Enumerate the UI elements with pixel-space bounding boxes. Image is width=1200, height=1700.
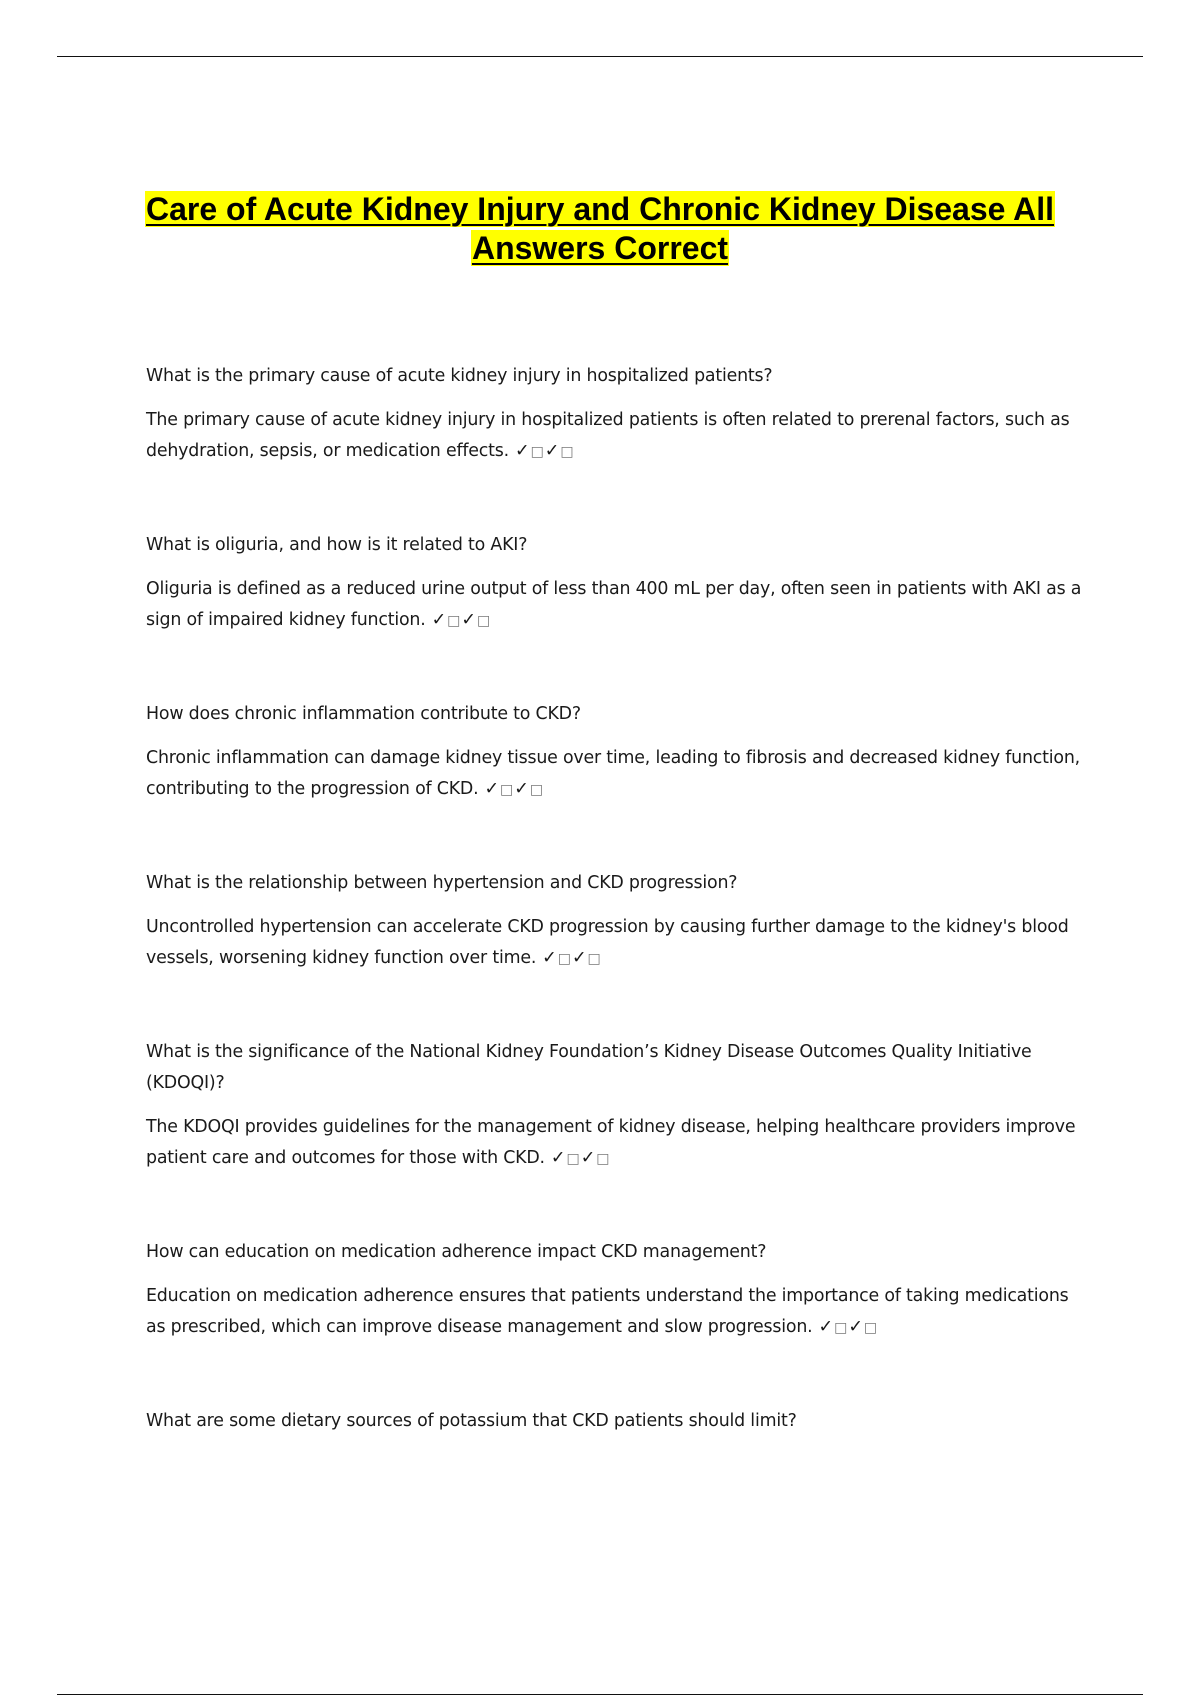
document-title [57, 190, 1143, 268]
answer-paragraph [146, 912, 1086, 975]
top-rule [57, 56, 1143, 57]
answer-paragraph [146, 1281, 1086, 1344]
answer-text: Oliguria is defined as a reduced urine output of less than 400 mL per day, often seen in patients with AKI as a sign of impaired kidney function. [146, 579, 1082, 630]
answer-text: Education on medication adherence ensures that patients understand the importance of taking medications as prescribed, which can improve disease management and slow progression. [146, 1286, 1069, 1337]
checkmark-icon: ✓□✓□ [818, 1317, 879, 1337]
answer-text: The primary cause of acute kidney injury in hospitalized patients is often related to prerenal factors, such as dehydration, sepsis, or medication effects. [146, 410, 1070, 461]
title-line-1: Care of Acute Kidney Injury and Chronic Kidney Disease All [145, 191, 1055, 227]
qa-item [146, 1237, 1086, 1344]
question-text: How does chronic inflammation contribute to CKD? [146, 704, 581, 724]
answer-text: The KDOQI provides guidelines for the management of kidney disease, helping healthcare providers improve patient care and outcomes for those with CKD. [146, 1117, 1076, 1168]
checkmark-icon: ✓□✓□ [431, 610, 492, 630]
checkmark-icon: ✓□✓□ [542, 948, 602, 968]
answer-paragraph [146, 1112, 1086, 1175]
qa-item [146, 868, 1086, 975]
answer-paragraph [146, 405, 1086, 468]
question-text: What is the primary cause of acute kidney injury in hospitalized patients? [146, 366, 773, 386]
answer-text: Uncontrolled hypertension can accelerate CKD progression by causing further damage to the kidney's blood vessels, worsening kidney function over time. [146, 917, 1069, 968]
question-text: What is the significance of the National Kidney Foundation’s Kidney Disease Outcomes Quality Initiative (KDOQI)? [146, 1042, 1032, 1093]
answer-paragraph [146, 574, 1086, 637]
question-text: What are some dietary sources of potassium that CKD patients should limit? [146, 1411, 797, 1431]
qa-item [146, 361, 1086, 468]
answer-paragraph [146, 743, 1086, 806]
checkmark-icon: ✓□✓□ [550, 1148, 611, 1168]
question-text: How can education on medication adherence impact CKD management? [146, 1242, 767, 1262]
title-line-2: Answers Correct [471, 230, 729, 266]
bottom-rule [57, 1694, 1143, 1695]
qa-list [146, 361, 1086, 1499]
checkmark-icon: ✓□✓□ [484, 779, 545, 799]
qa-item [146, 1037, 1086, 1175]
qa-item [146, 530, 1086, 637]
question-text: What is the relationship between hypertension and CKD progression? [146, 873, 738, 893]
question-text: What is oliguria, and how is it related to AKI? [146, 535, 528, 555]
checkmark-icon: ✓□✓□ [514, 441, 575, 461]
qa-item [146, 699, 1086, 806]
answer-text: Chronic inflammation can damage kidney tissue over time, leading to fibrosis and decreased kidney function, contributing to the progression of CKD. [146, 748, 1081, 799]
qa-item [146, 1406, 1086, 1437]
